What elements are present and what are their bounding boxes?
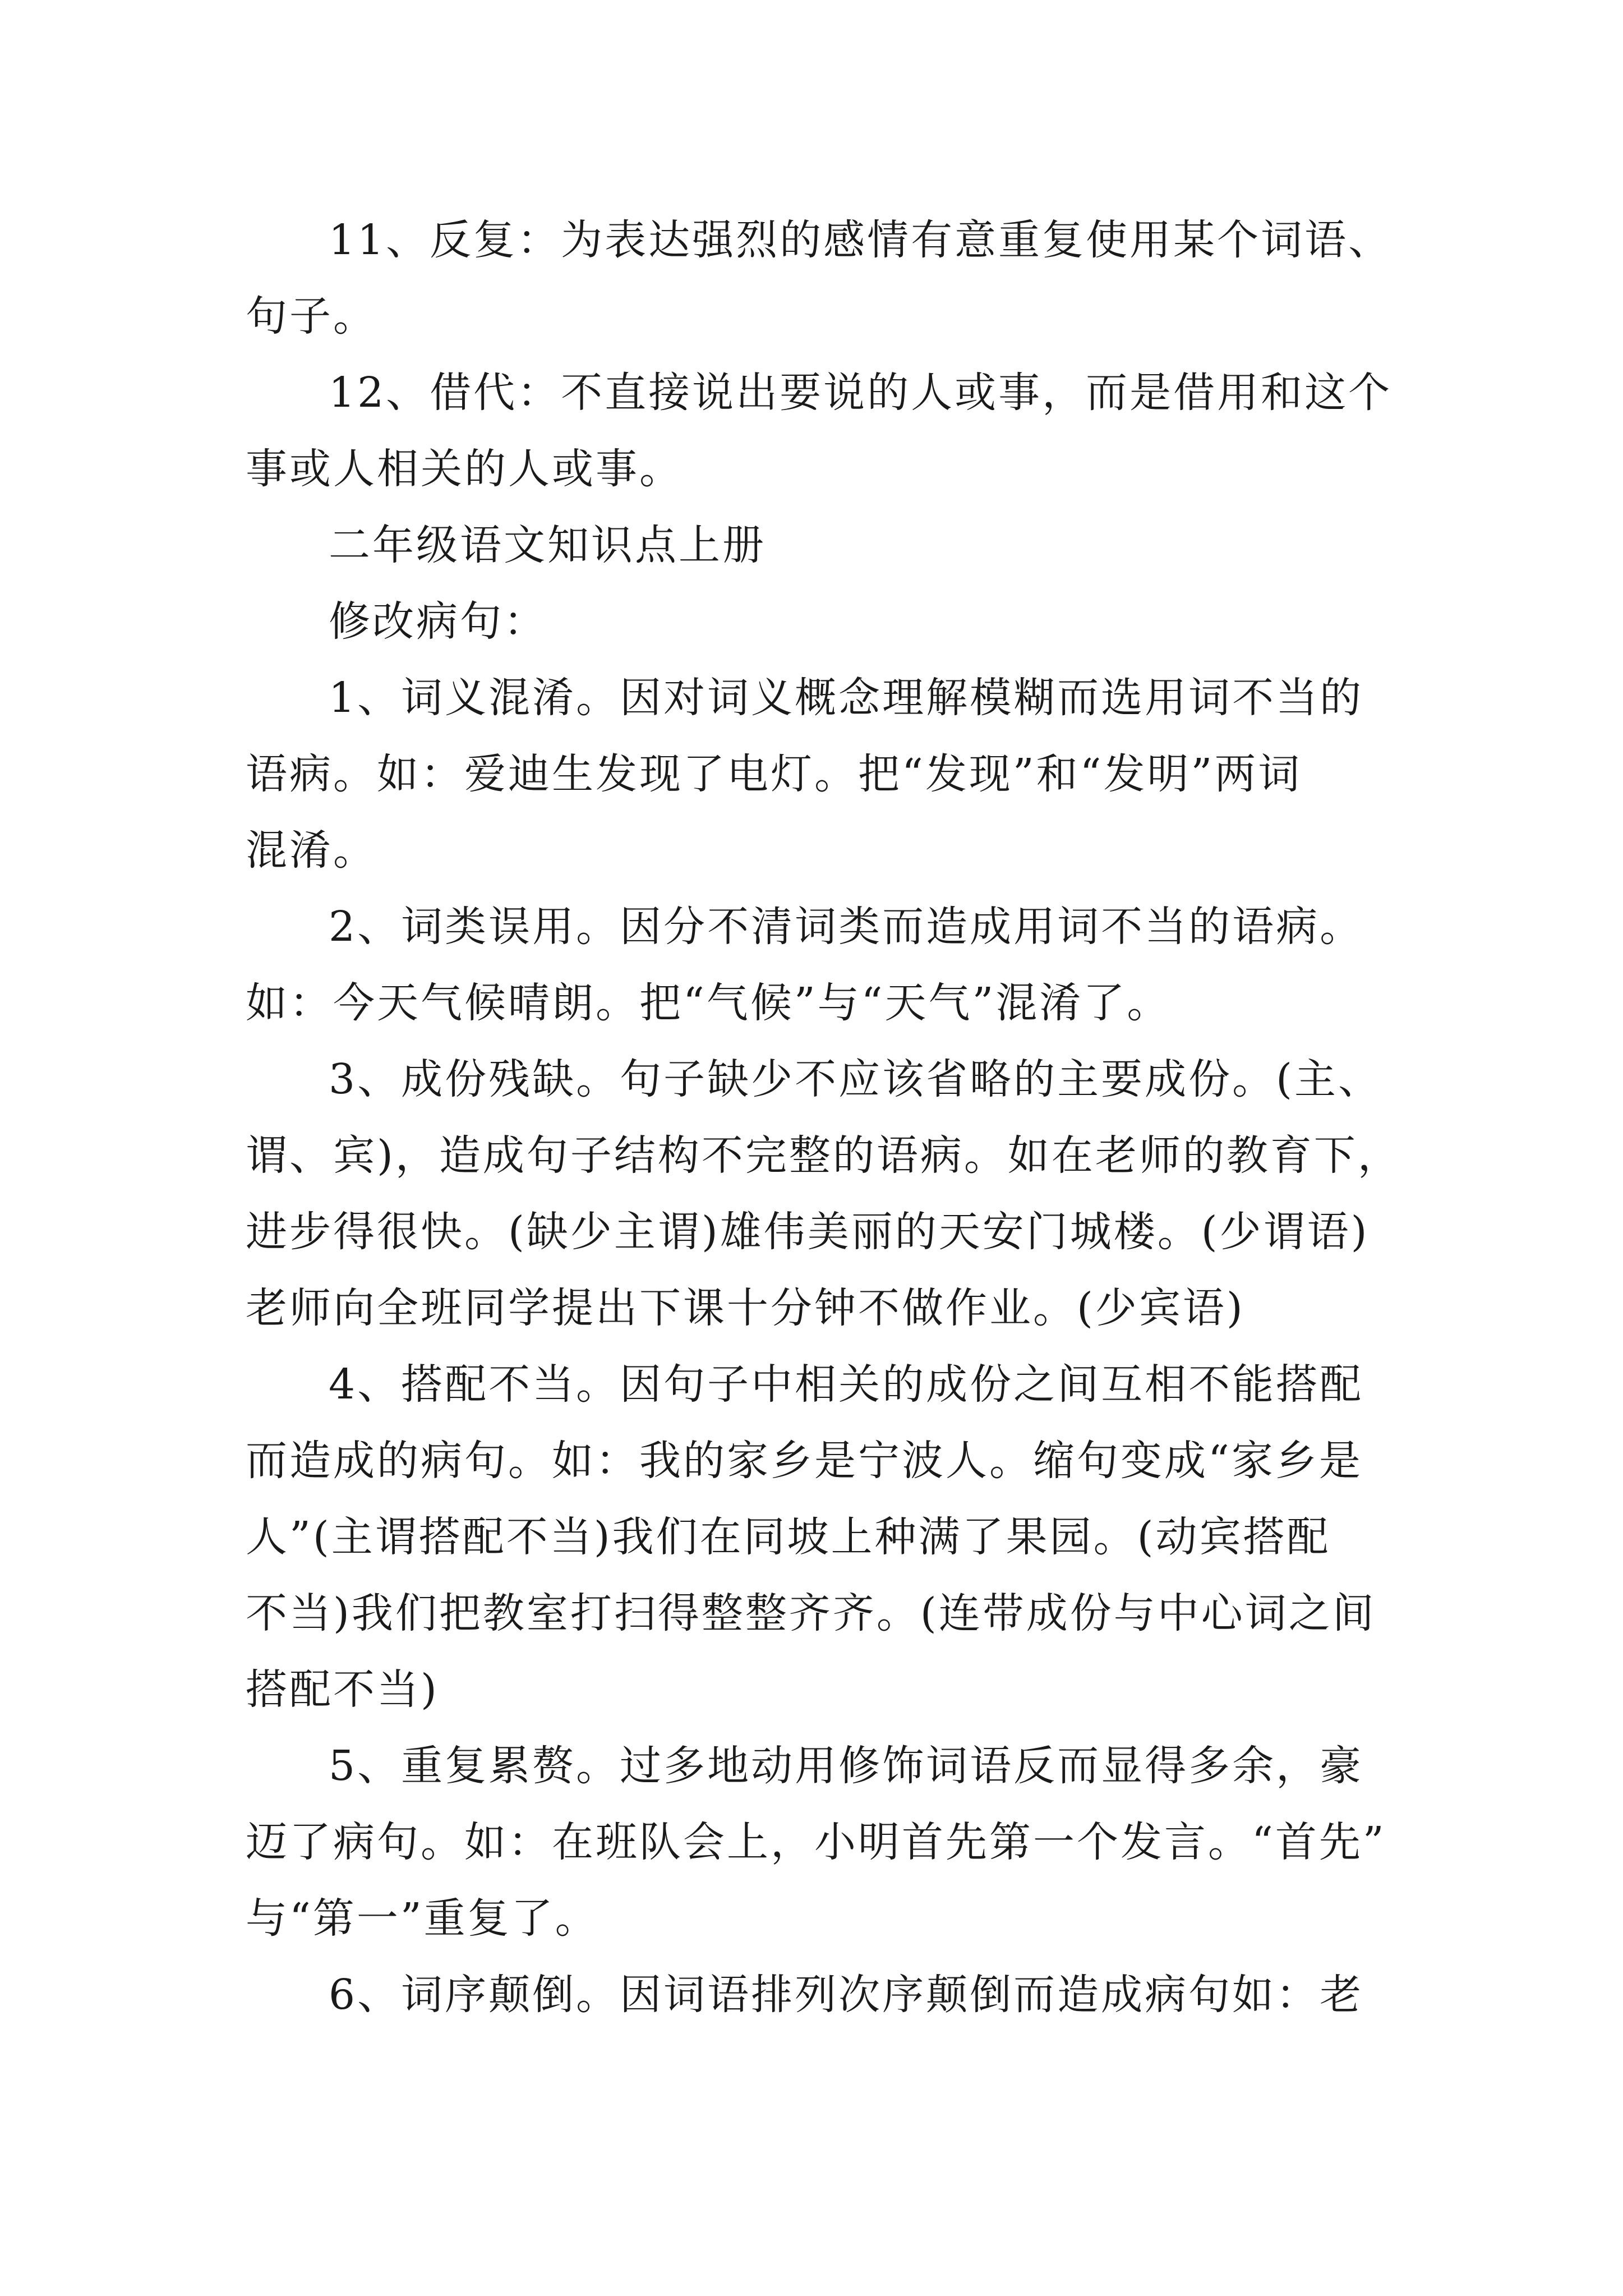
text-line: 1、词义混淆。因对词义概念理解模糊而选用词不当的	[329, 674, 1364, 722]
text-line: 老师向全班同学提出下课十分钟不做作业。(少宾语)	[246, 1284, 1245, 1332]
text-line: 如：今天气候晴朗。把“气候”与“天气”混淆了。	[246, 979, 1171, 1027]
text-line: 迈了病句。如：在班队会上，小明首先第一个发言。“首先”	[246, 1818, 1386, 1866]
text-line: 2、词类误用。因分不清词类而造成用词不当的语病。	[329, 903, 1364, 951]
text-line: 搭配不当)	[246, 1665, 439, 1714]
text-line: 4、搭配不当。因句子中相关的成份之间互相不能搭配	[329, 1360, 1364, 1409]
text-line: 不当)我们把教室打扫得整整齐齐。(连带成份与中心词之间	[246, 1589, 1376, 1637]
text-line: 进步得很快。(缺少主谓)雄伟美丽的天安门城楼。(少谓语)	[246, 1208, 1370, 1256]
text-line: 混淆。	[246, 826, 377, 875]
subsection-heading: 修改病句：	[329, 597, 547, 646]
text-line: 6、词序颠倒。因词语排列次序颠倒而造成病句如：老	[329, 1971, 1364, 2019]
text-line: 而造成的病句。如：我的家乡是宁波人。缩句变成“家乡是	[246, 1437, 1363, 1485]
text-line: 语病。如：爱迪生发现了电灯。把“发现”和“发明”两词	[246, 750, 1302, 798]
text-line: 事或人相关的人或事。	[246, 445, 683, 493]
text-line: 12、借代：不直接说出要说的人或事，而是借用和这个	[329, 369, 1393, 417]
text-line: 与“第一”重复了。	[246, 1894, 599, 1943]
text-line: 11、反复：为表达强烈的感情有意重复使用某个词语、	[329, 216, 1393, 264]
text-line: 5、重复累赘。过多地动用修饰词语反而显得多余，豪	[329, 1742, 1364, 1790]
text-line: 3、成份残缺。句子缺少不应该省略的主要成份。(主、	[329, 1055, 1382, 1103]
text-line: 句子。	[246, 292, 377, 341]
text-line: 谓、宾)，造成句子结构不完整的语病。如在老师的教育下，	[246, 1131, 1401, 1180]
section-heading: 二年级语文知识点上册	[329, 521, 766, 569]
text-line: 人”(主谓搭配不当)我们在同坡上种满了果园。(动宾搭配	[246, 1513, 1331, 1561]
document-body	[246, 202, 1401, 2033]
